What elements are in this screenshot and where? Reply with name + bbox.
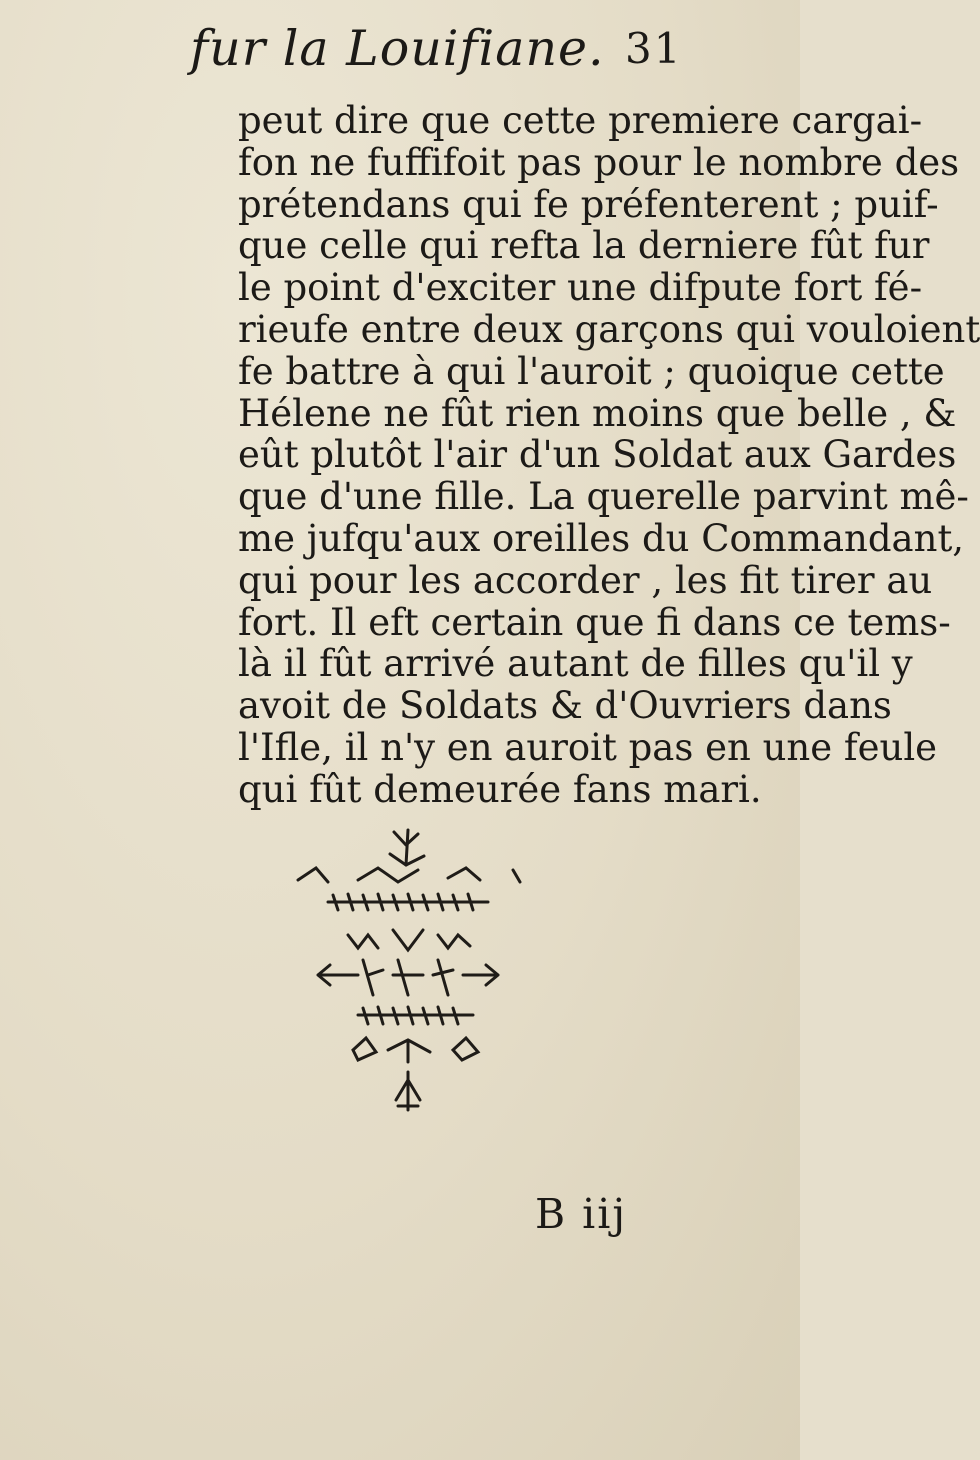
text-line: fe battre à qui l'auroit ; quoique cette bbox=[238, 349, 945, 393]
text-line: me jufqu'aux oreilles du Commandant, bbox=[238, 516, 965, 560]
text-line: fon ne fuffifoit pas pour le nombre des bbox=[238, 140, 960, 184]
text-line: fort. Il eft certain que fi dans ce tems- bbox=[238, 600, 951, 644]
text-line: qui fût demeurée fans mari. bbox=[238, 767, 762, 811]
text-line: rieufe entre deux garçons qui vouloient bbox=[238, 307, 980, 351]
text-line: là il fût arrivé autant de filles qu'il y bbox=[238, 642, 913, 686]
text-line: avoit de Soldats & d'Ouvriers dans bbox=[238, 684, 892, 728]
running-title: fur la Louifiane. bbox=[190, 20, 605, 77]
signature-mark: B iij bbox=[535, 1190, 628, 1238]
text-line: que celle qui refta la derniere fût fur bbox=[238, 224, 930, 268]
text-line: peut dire que cette premiere cargai- bbox=[238, 99, 923, 142]
body-text bbox=[238, 99, 980, 811]
text-line: qui pour les accorder , les fit tirer au bbox=[238, 558, 933, 602]
text-line: que d'une fille. La querelle parvint mê- bbox=[238, 475, 969, 519]
text-line: le point d'exciter une difpute fort fé- bbox=[238, 266, 923, 310]
text-line: prétendans qui fe préfenterent ; puif- bbox=[238, 182, 939, 226]
text-line: Hélene ne fût rien moins que belle , & bbox=[238, 391, 957, 435]
page-number: 31 bbox=[625, 24, 683, 73]
page-header bbox=[0, 20, 800, 100]
floral-vignette-icon bbox=[258, 810, 548, 1140]
text-line: l'Ifle, il n'y en auroit pas en une feule bbox=[238, 725, 938, 769]
text-line: eût plutôt l'air d'un Soldat aux Gardes bbox=[238, 433, 957, 477]
